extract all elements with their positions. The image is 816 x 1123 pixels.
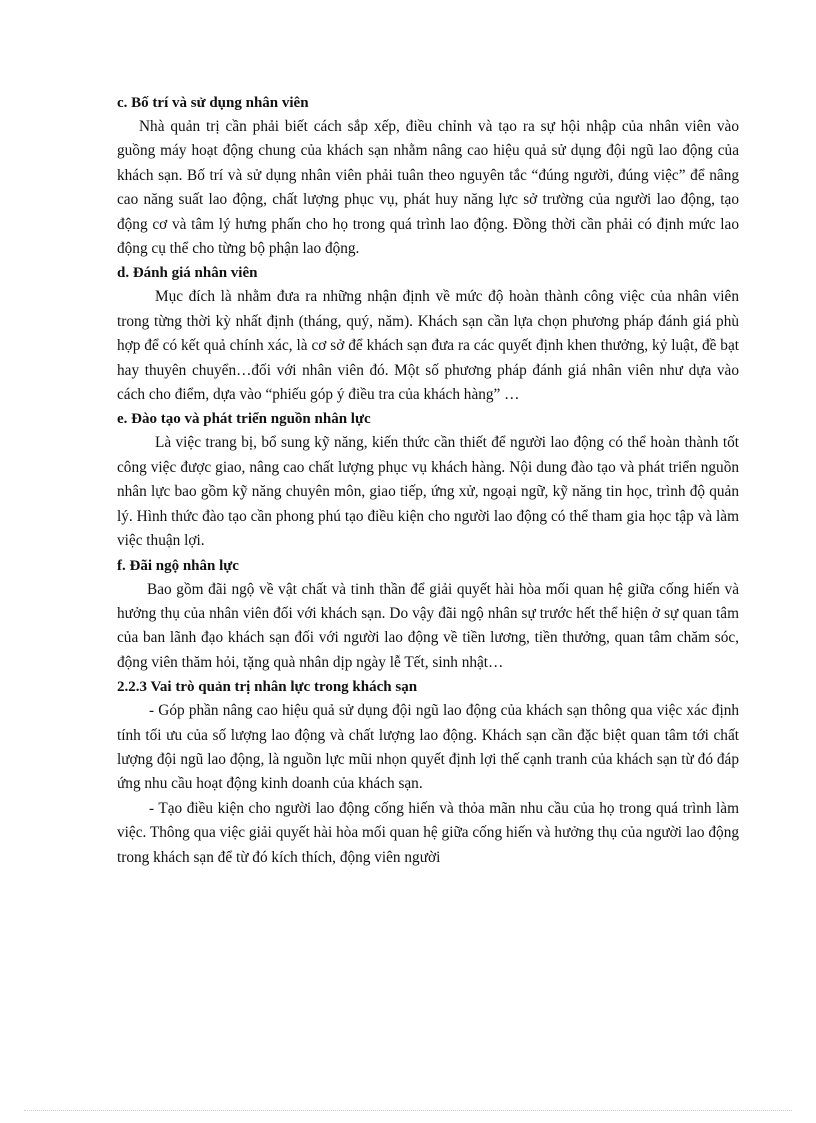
section-heading-c: c. Bố trí và sử dụng nhân viên	[117, 95, 309, 111]
page-bottom-divider	[24, 1110, 792, 1111]
paragraph-e: Là việc trang bị, bổ sung kỹ năng, kiến thức cần thiết để người lao động có thể hoàn thành tốt công việc được giao, nâng cao chất lượng phục vụ khách hàng. Nội dung đào tạo và phát triển nguồn nhân lực bao gồm kỹ năng chuyên môn, giao tiếp, ứng xử, ngoại ngữ, kỹ năng tin học, trình độ quản lý. Hình thức đào tạo cần phong phú tạo điều kiện cho người lao động có thể tham gia học tập và làm việc thuận lợi.	[117, 434, 739, 550]
paragraph-f: Bao gồm đãi ngộ về vật chất và tinh thần để giải quyết hài hòa mối quan hệ giữa cống hiến và hưởng thụ của nhân viên đối với khách sạn. Do vậy đãi ngộ nhân sự trước hết thể hiện ở sự quan tâm của ban lãnh đạo khách sạn đối với người lao động về tiền lương, tiền thưởng, quan tâm chăm sóc, động viên thăm hỏi, tặng quà nhân dịp ngày lễ Tết, sinh nhật…	[117, 580, 739, 671]
section-heading-e: e. Đào tạo và phát triển nguồn nhân lực	[117, 411, 371, 428]
paragraph-c: Nhà quản trị cần phải biết cách sắp xếp, điều chỉnh và tạo ra sự hội nhập của nhân viên vào guồng máy hoạt động chung của khách sạn nhằm nâng cao hiệu quả sử dụng đội ngũ lao động của khách sạn. Bố trí và sử dụng nhân viên phải tuân theo nguyên tắc “đúng người, đúng việc” để nâng cao năng suất lao động, chất lượng phục vụ, phát huy năng lực sở trường của người lao động, tạo động cơ và tâm lý hưng phấn cho họ trong quá trình lao động. Đồng thời cần phải có định mức lao động cụ thể cho từng bộ phận lao động.	[117, 118, 739, 258]
section-heading-d: d. Đánh giá nhân viên	[117, 265, 258, 282]
paragraph-role-1: - Góp phần nâng cao hiệu quả sử dụng đội ngũ lao động của khách sạn thông qua việc xác định tính tối ưu của số lượng lao động và chất lượng lao động. Khách sạn cần đặc biệt quan tâm tới chất lượng đội ngũ lao động, là nguồn lực mũi nhọn quyết định lợi thế cạnh tranh của khách sạn từ đó đáp ứng nhu cầu hoạt động kinh doanh của khách sạn.	[117, 702, 739, 793]
paragraph-d: Mục đích là nhằm đưa ra những nhận định về mức độ hoàn thành công việc của nhân viên trong từng thời kỳ nhất định (tháng, quý, năm). Khách sạn cần lựa chọn phương pháp đánh giá phù hợp để có kết quả chính xác, là cơ sở để khách sạn đưa ra các quyết định khen thưởng, kỷ luật, đề bạt hay thuyên chuyển…đối với nhân viên đó. Một số phương pháp đánh giá nhân viên như dựa vào cách cho điểm, dựa vào “phiếu góp ý điều tra của khách hàng” …	[117, 288, 739, 404]
paragraph-role-2: - Tạo điều kiện cho người lao động cống hiến và thỏa mãn nhu cầu của họ trong quá trình làm việc. Thông qua việc giải quyết hài hòa mối quan hệ giữa cống hiến và hưởng thụ của người lao động trong khách sạn để từ đó kích thích, động viên người	[117, 799, 739, 866]
section-heading-f: f. Đãi ngộ nhân lực	[117, 557, 239, 574]
section-heading-2-2-3: 2.2.3 Vai trò quản trị nhân lực trong khách sạn	[117, 679, 418, 696]
document-page	[117, 91, 739, 870]
